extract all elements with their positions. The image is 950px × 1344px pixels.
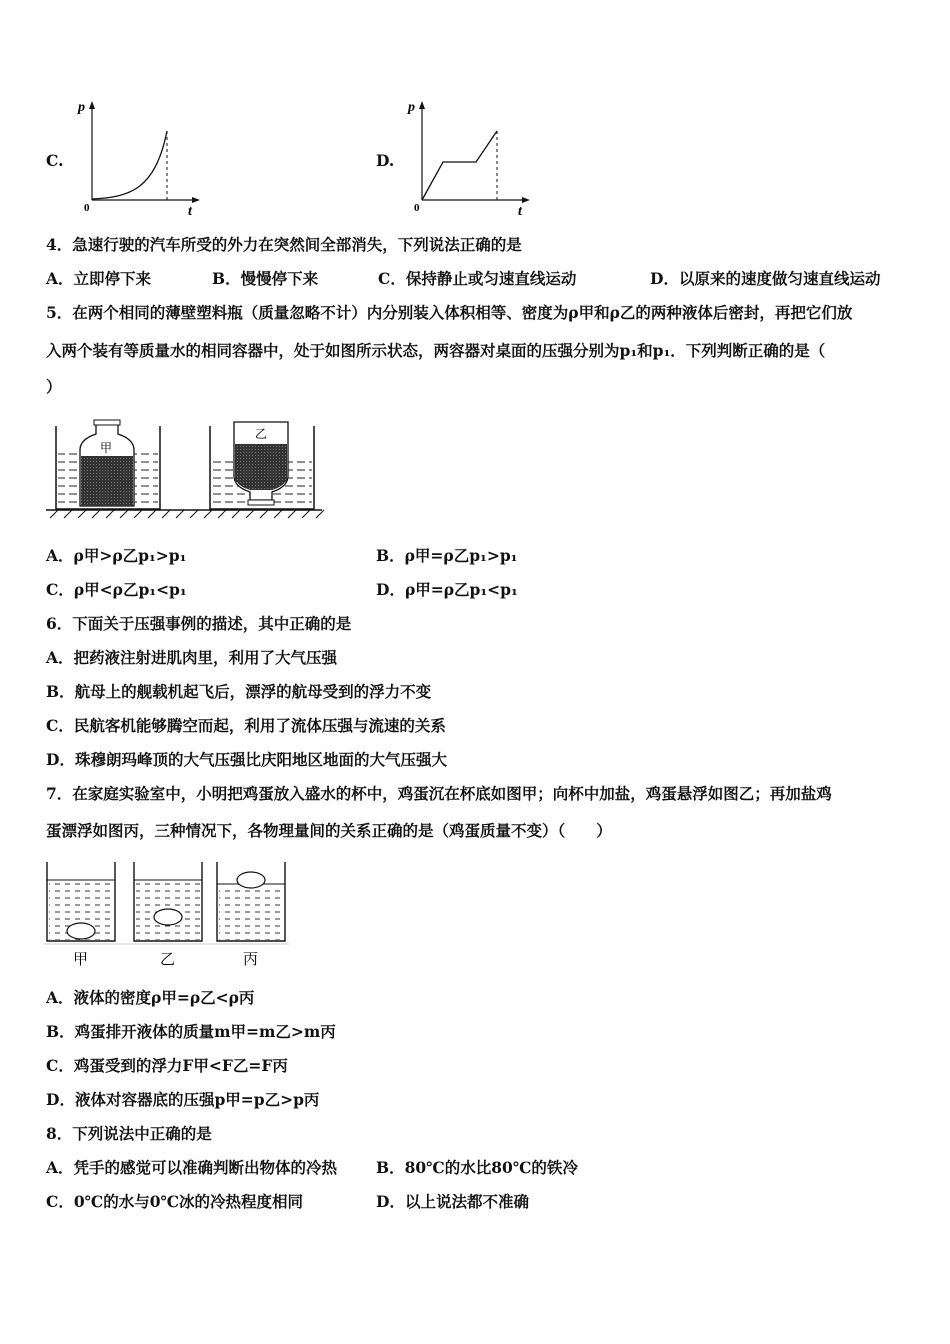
q7-figure-label-c: 丙: [243, 950, 259, 968]
q5-option-b[interactable]: B．ρ甲=ρ乙p₁>p₁: [376, 546, 518, 565]
graph-d-y-axis: p: [408, 100, 415, 115]
graph-d-origin: 0: [414, 202, 420, 214]
q7-option-d[interactable]: D．液体对容器底的压强p甲=p乙>p丙: [46, 1090, 320, 1109]
q7-option-a[interactable]: A．液体的密度ρ甲=ρ乙<ρ丙: [46, 988, 255, 1007]
q7-stem-line1: 7．在家庭实验室中，小明把鸡蛋放入盛水的杯中，鸡蛋沉在杯底如图甲；向杯中加盐，鸡蛋悬浮如图乙；再加盐鸡: [46, 784, 832, 803]
q8-option-d[interactable]: D．以上说法都不准确: [376, 1192, 529, 1211]
q4-option-d[interactable]: D．以原来的速度做匀速直线运动: [650, 269, 881, 288]
q5-option-d[interactable]: D．ρ甲=ρ乙p₁<p₁: [376, 580, 518, 599]
q8-option-c[interactable]: C．0℃的水与0℃冰的冷热程度相同: [46, 1192, 304, 1211]
graph-d: [400, 95, 540, 220]
graph-d-label: D.: [376, 151, 395, 170]
graph-c-label: C.: [46, 151, 64, 170]
q4-option-a[interactable]: A．立即停下来: [46, 269, 152, 288]
graph-c-origin: 0: [84, 202, 90, 214]
q4-option-b[interactable]: B．慢慢停下来: [212, 269, 319, 288]
q7-figure-label-a: 甲: [73, 950, 89, 968]
q5-figure-label-right: 乙: [255, 427, 268, 441]
q6-option-c[interactable]: C．民航客机能够腾空而起，利用了流体压强与流速的关系: [46, 716, 446, 735]
q7-figure: [44, 860, 289, 970]
q5-option-c[interactable]: C．ρ甲<ρ乙p₁<p₁: [46, 580, 187, 599]
q6-option-a[interactable]: A．把药液注射进肌肉里，利用了大气压强: [46, 648, 338, 667]
q5-figure-label-left: 甲: [100, 441, 113, 455]
q6-stem: 6．下面关于压强事例的描述，其中正确的是: [46, 614, 352, 633]
q5-stem-line2: 入两个装有等质量水的相同容器中，处于如图所示状态，两容器对桌面的压强分别为p₁和p₁．下列判断正确的是（: [46, 341, 826, 360]
q5-stem-line3: ）: [46, 377, 62, 396]
q7-option-c[interactable]: C．鸡蛋受到的浮力F甲<F乙=F丙: [46, 1056, 288, 1075]
q5-figure: [44, 418, 326, 528]
graph-c-y-axis: p: [78, 100, 85, 115]
q5-stem-line1: 5．在两个相同的薄壁塑料瓶（质量忽略不计）内分别装入体积相等、密度为ρ甲和ρ乙的两种液体后密封，再把它们放: [46, 303, 853, 322]
q7-stem-line2: 蛋漂浮如图丙，三种情况下，各物理量间的关系正确的是（鸡蛋质量不变）（ ）: [46, 821, 612, 840]
q4-option-c[interactable]: C．保持静止或匀速直线运动: [378, 269, 577, 288]
graph-c: [70, 95, 210, 220]
q8-option-b[interactable]: B．80℃的水比80℃的铁冷: [376, 1158, 578, 1177]
q6-option-b[interactable]: B．航母上的舰载机起飞后，漂浮的航母受到的浮力不变: [46, 682, 432, 701]
q6-option-d[interactable]: D．珠穆朗玛峰顶的大气压强比庆阳地区地面的大气压强大: [46, 750, 447, 769]
q4-stem: 4．急速行驶的汽车所受的外力在突然间全部消失，下列说法正确的是: [46, 235, 522, 254]
graph-d-x-axis: t: [518, 204, 522, 219]
q7-option-b[interactable]: B．鸡蛋排开液体的质量m甲=m乙>m丙: [46, 1022, 336, 1041]
q8-stem: 8．下列说法中正确的是: [46, 1124, 212, 1143]
q7-figure-label-b: 乙: [160, 950, 176, 968]
q5-option-a[interactable]: A．ρ甲>ρ乙p₁>p₁: [46, 546, 187, 565]
graph-c-x-axis: t: [188, 204, 192, 219]
q8-option-a[interactable]: A．凭手的感觉可以准确判断出物体的冷热: [46, 1158, 338, 1177]
